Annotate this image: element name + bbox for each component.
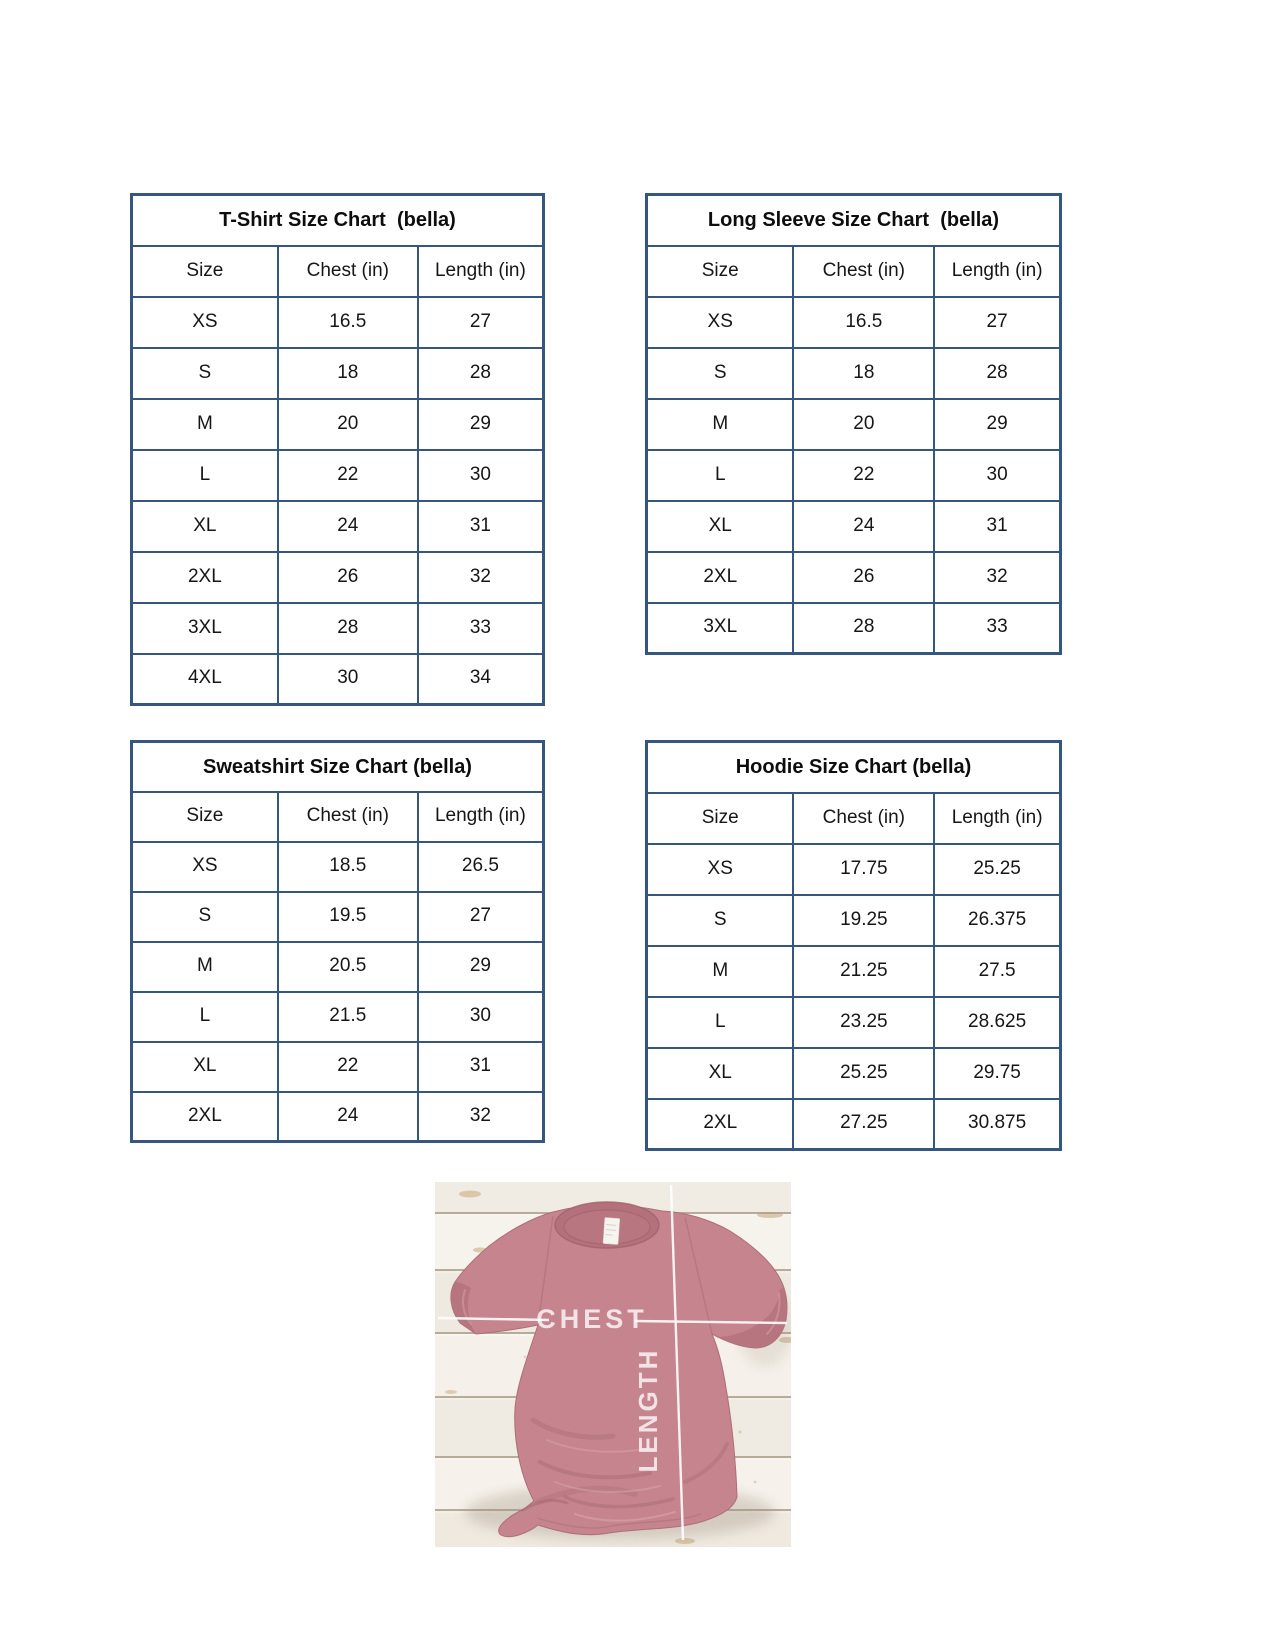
table-cell: XS [132, 297, 278, 348]
table-cell: 27.25 [793, 1099, 934, 1150]
hoodie-size-chart-column-header-2: Length (in) [934, 793, 1060, 844]
table-cell: 28 [934, 348, 1060, 399]
table-row [132, 501, 544, 552]
table-cell: 32 [418, 1092, 544, 1142]
chest-label: CHEST [536, 1304, 648, 1334]
table-cell: 26 [793, 552, 934, 603]
tshirt-size-chart-title: T-Shirt Size Chart (bella) [132, 195, 544, 246]
table-cell: S [647, 895, 794, 946]
table-cell: 30.875 [934, 1099, 1060, 1150]
table-cell: 29 [418, 942, 544, 992]
table-cell: XL [132, 501, 278, 552]
table-row [647, 844, 1061, 895]
table-cell: 18.5 [278, 842, 418, 892]
table-cell: 28 [418, 348, 544, 399]
length-label: LENGTH [633, 1347, 663, 1473]
hoodie-size-chart-column-header-1: Chest (in) [793, 793, 934, 844]
table-cell: 27 [934, 297, 1060, 348]
table-row [132, 654, 544, 705]
table-row [647, 399, 1061, 450]
table-cell: L [647, 997, 794, 1048]
long-sleeve-size-chart-title-row [647, 195, 1061, 246]
table-cell: 3XL [132, 603, 278, 654]
table-cell: 20 [278, 399, 418, 450]
hoodie-size-chart-title: Hoodie Size Chart (bella) [647, 742, 1061, 793]
tshirt-size-chart-column-header-2: Length (in) [418, 246, 544, 297]
table-cell: 3XL [647, 603, 794, 654]
table-row [132, 552, 544, 603]
table-cell: XL [132, 1042, 278, 1092]
sweatshirt-size-chart [130, 740, 545, 1143]
table-row [647, 552, 1061, 603]
tshirt-size-chart-column-header-1: Chest (in) [278, 246, 418, 297]
table-cell: 24 [278, 1092, 418, 1142]
table-row [647, 997, 1061, 1048]
table-row [647, 895, 1061, 946]
tshirt-size-chart-table [130, 193, 545, 706]
table-cell: XS [132, 842, 278, 892]
sweatshirt-size-chart-title-row [132, 742, 544, 792]
table-cell: L [647, 450, 794, 501]
table-cell: 28 [793, 603, 934, 654]
sweatshirt-size-chart-column-header-0: Size [132, 792, 278, 842]
table-cell: 33 [418, 603, 544, 654]
table-cell: 24 [793, 501, 934, 552]
table-cell: 22 [278, 1042, 418, 1092]
table-cell: 19.25 [793, 895, 934, 946]
table-row [647, 297, 1061, 348]
table-cell: 16.5 [278, 297, 418, 348]
table-cell: 27 [418, 892, 544, 942]
table-cell: 30 [278, 654, 418, 705]
table-row [647, 1048, 1061, 1099]
table-cell: 29 [418, 399, 544, 450]
long-sleeve-size-chart [645, 193, 1062, 655]
table-row [132, 892, 544, 942]
long-sleeve-size-chart-title: Long Sleeve Size Chart (bella) [647, 195, 1061, 246]
table-cell: 2XL [647, 552, 794, 603]
table-cell: 16.5 [793, 297, 934, 348]
table-cell: 23.25 [793, 997, 934, 1048]
table-cell: 22 [793, 450, 934, 501]
table-row [132, 450, 544, 501]
table-row [132, 348, 544, 399]
table-cell: 21.5 [278, 992, 418, 1042]
table-cell: 2XL [132, 1092, 278, 1142]
table-cell: 32 [934, 552, 1060, 603]
table-cell: 2XL [132, 552, 278, 603]
sweatshirt-size-chart-header-row [132, 792, 544, 842]
care-label [603, 1218, 620, 1245]
table-cell: 30 [934, 450, 1060, 501]
table-cell: 33 [934, 603, 1060, 654]
table-cell: S [132, 348, 278, 399]
table-cell: 4XL [132, 654, 278, 705]
table-cell: 31 [934, 501, 1060, 552]
table-row [132, 1042, 544, 1092]
table-cell: XL [647, 501, 794, 552]
size-guide-photo [435, 1182, 791, 1547]
tshirt-size-chart [130, 193, 545, 706]
table-row [132, 1092, 544, 1142]
table-cell: 26 [278, 552, 418, 603]
table-cell: 28 [278, 603, 418, 654]
table-cell: 26.5 [418, 842, 544, 892]
tshirt-size-chart-title-row [132, 195, 544, 246]
table-cell: L [132, 992, 278, 1042]
tshirt-size-chart-header-row [132, 246, 544, 297]
sweatshirt-size-chart-column-header-1: Chest (in) [278, 792, 418, 842]
sweatshirt-size-chart-title: Sweatshirt Size Chart (bella) [132, 742, 544, 792]
table-cell: XS [647, 844, 794, 895]
long-sleeve-size-chart-table [645, 193, 1062, 655]
sweatshirt-size-chart-table [130, 740, 545, 1143]
hoodie-size-chart [645, 740, 1062, 1151]
long-sleeve-size-chart-column-header-1: Chest (in) [793, 246, 934, 297]
hoodie-size-chart-title-row [647, 742, 1061, 793]
table-row [132, 297, 544, 348]
table-cell: 25.25 [934, 844, 1060, 895]
table-cell: 29.75 [934, 1048, 1060, 1099]
hoodie-size-chart-header-row [647, 793, 1061, 844]
table-row [647, 501, 1061, 552]
table-row [647, 603, 1061, 654]
hoodie-size-chart-column-header-0: Size [647, 793, 794, 844]
hoodie-size-chart-table [645, 740, 1062, 1151]
table-row [647, 450, 1061, 501]
table-cell: XS [647, 297, 794, 348]
table-cell: 21.25 [793, 946, 934, 997]
table-cell: XL [647, 1048, 794, 1099]
table-cell: 18 [793, 348, 934, 399]
table-cell: 30 [418, 450, 544, 501]
table-row [647, 946, 1061, 997]
long-sleeve-size-chart-column-header-0: Size [647, 246, 794, 297]
table-cell: 31 [418, 501, 544, 552]
table-cell: 32 [418, 552, 544, 603]
table-row [647, 1099, 1061, 1150]
table-cell: 17.75 [793, 844, 934, 895]
tshirt-size-chart-column-header-0: Size [132, 246, 278, 297]
table-cell: 28.625 [934, 997, 1060, 1048]
table-cell: 27 [418, 297, 544, 348]
table-row [647, 348, 1061, 399]
table-row [132, 992, 544, 1042]
table-cell: L [132, 450, 278, 501]
table-cell: 27.5 [934, 946, 1060, 997]
table-row [132, 603, 544, 654]
table-row [132, 399, 544, 450]
sweatshirt-size-chart-column-header-2: Length (in) [418, 792, 544, 842]
table-cell: 24 [278, 501, 418, 552]
table-cell: 31 [418, 1042, 544, 1092]
table-cell: 19.5 [278, 892, 418, 942]
table-cell: 22 [278, 450, 418, 501]
table-cell: M [132, 399, 278, 450]
long-sleeve-size-chart-header-row [647, 246, 1061, 297]
table-cell: 25.25 [793, 1048, 934, 1099]
table-cell: 20.5 [278, 942, 418, 992]
table-cell: S [132, 892, 278, 942]
table-row [132, 942, 544, 992]
table-cell: 20 [793, 399, 934, 450]
table-cell: 30 [418, 992, 544, 1042]
table-cell: 29 [934, 399, 1060, 450]
table-cell: 26.375 [934, 895, 1060, 946]
table-cell: M [647, 946, 794, 997]
table-cell: 2XL [647, 1099, 794, 1150]
table-cell: M [132, 942, 278, 992]
table-cell: 34 [418, 654, 544, 705]
table-cell: 18 [278, 348, 418, 399]
table-cell: S [647, 348, 794, 399]
table-row [132, 842, 544, 892]
long-sleeve-size-chart-column-header-2: Length (in) [934, 246, 1060, 297]
table-cell: M [647, 399, 794, 450]
